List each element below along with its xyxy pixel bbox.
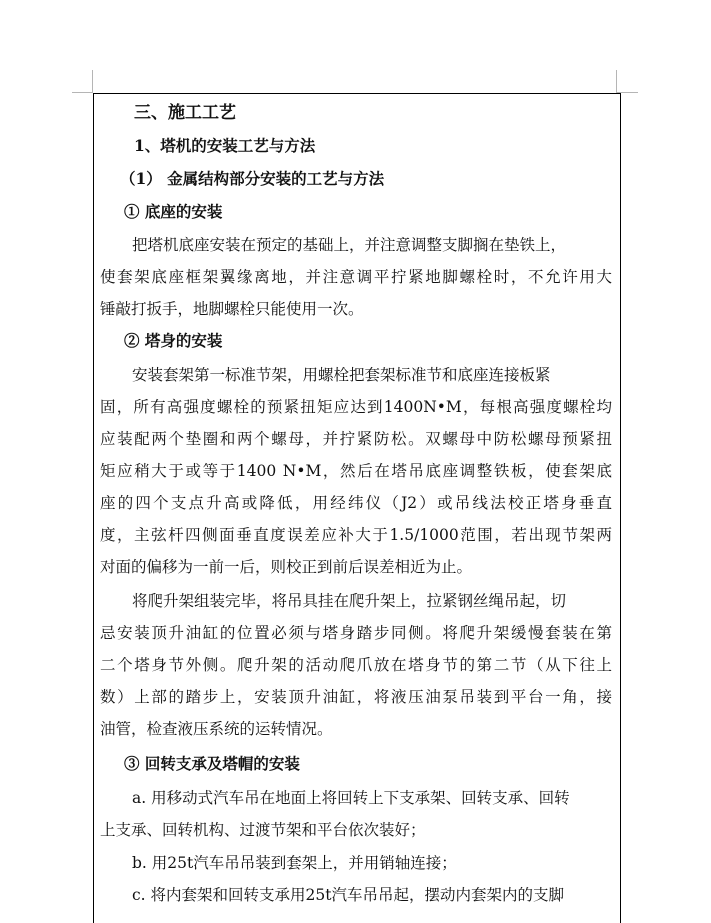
paragraph-line: 油管，检查液压系统的运转情况。 (100, 720, 333, 738)
paragraph-line: 对面的偏移为一前一后，则校正到前后误差相近为止。 (100, 558, 473, 576)
crop-mark-left-h (72, 92, 93, 93)
paragraph-line: 锤敲打扳手，地脚螺栓只能使用一次。 (100, 300, 364, 318)
section-title: 三、施工工艺 (134, 103, 236, 123)
paragraph-line: 固，所有高强度螺栓的预紧扭矩应达到1400N•M，每根高强度螺栓均 (100, 398, 612, 416)
crop-mark-right (616, 70, 617, 93)
item-heading-slewing: ③ 回转支承及塔帽的安装 (124, 754, 300, 773)
paragraph-line: 应装配两个垫圈和两个螺母，并拧紧防松。双螺母中防松螺母预紧扭 (100, 430, 612, 448)
paragraph-line: 座的四个支点升高或降低，用经纬仪（J2）或吊线法校正塔身垂直 (100, 494, 612, 512)
paragraph-line: 上支承、回转机构、过渡节架和平台依次装好； (100, 821, 426, 839)
item-heading-base: ① 底座的安装 (124, 202, 223, 221)
crop-mark-left (92, 70, 93, 93)
sub-subsection-title: （1） 金属结构部分安装的工艺与方法 (120, 169, 385, 188)
paragraph-line: 数）上部的踏步上，安装顶升油缸，将液压油泵吊装到平台一角，接 (100, 688, 612, 706)
paragraph-line: 将爬升架组装完毕，将吊具挂在爬升架上，拉紧钢丝绳吊起，切 (132, 592, 567, 610)
paragraph-line: 矩应稍大于或等于1400 N•M，然后在塔吊底座调整铁板，使套架底 (100, 462, 612, 480)
paragraph-line: a. 用移动式汽车吊在地面上将回转上下支承架、回转支承、回转 (132, 789, 570, 807)
subsection-title: 1、塔机的安装工艺与方法 (134, 136, 316, 155)
paragraph-line: 安装套架第一标准节架，用螺栓把套架标准节和底座连接板紧 (132, 366, 551, 384)
paragraph-line: 忌安装顶升油缸的位置必须与塔身踏步同侧。将爬升架缓慢套装在第 (100, 624, 612, 642)
paragraph-line: c. 将内套架和回转支承用25t汽车吊吊起，摆动内套架内的支脚 (132, 886, 564, 904)
paragraph-line: b. 用25t汽车吊吊装到套架上，并用销轴连接； (132, 854, 457, 872)
item-heading-tower-body: ② 塔身的安装 (124, 331, 223, 350)
paragraph-line: 度，主弦杆四侧面垂直度误差应补大于1.5/1000范围，若出现节架两 (100, 526, 612, 544)
paragraph-line: 把塔机底座安装在预定的基础上，并注意调整支脚搁在垫铁上， (132, 236, 567, 254)
paragraph-line: 使套架底座框架翼缘离地，并注意调平拧紧地脚螺栓时，不允许用大 (100, 268, 612, 286)
paragraph-line: 二个塔身节外侧。爬升架的活动爬爪放在塔身节的第二节（从下往上 (100, 656, 612, 674)
